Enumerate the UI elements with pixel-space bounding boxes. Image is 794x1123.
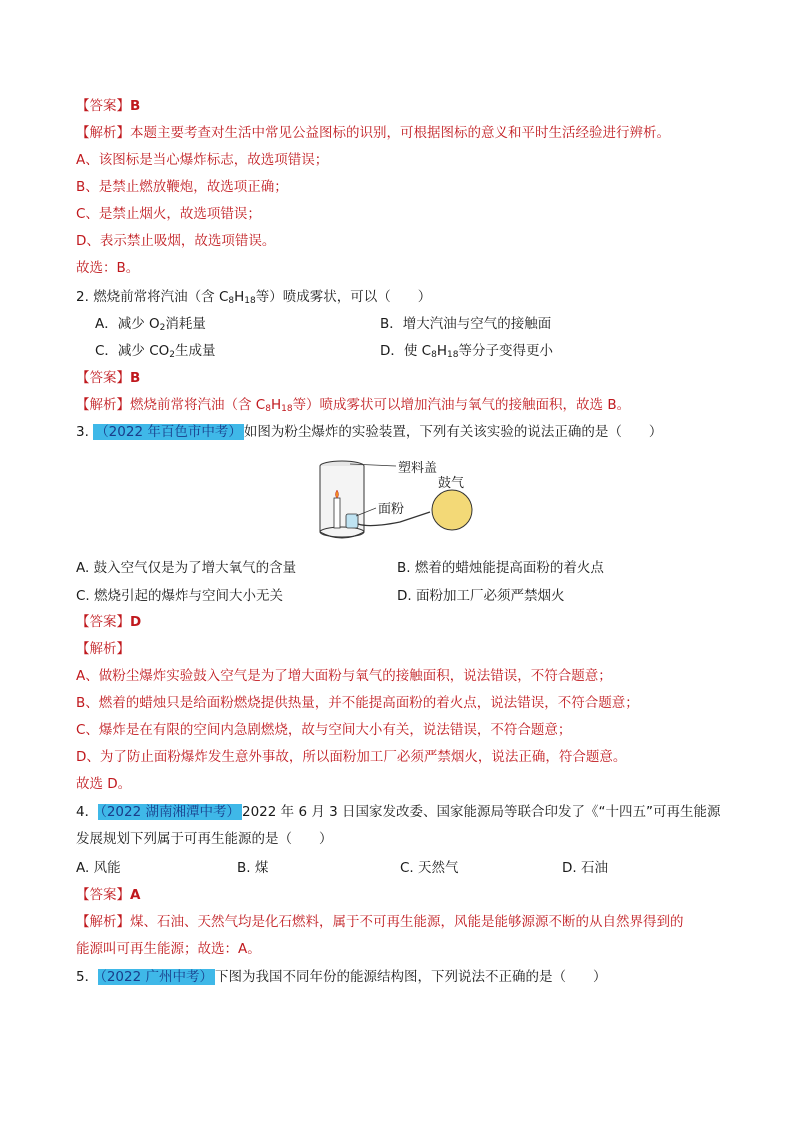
candle [334, 498, 340, 528]
lid-label: 塑料盖 [398, 461, 438, 476]
q3-analysis-tag: 【解析】 [76, 641, 130, 657]
analysis-item: B、是禁止燃放鞭炮，故选项正确； [76, 179, 288, 195]
analysis-line-1 [76, 123, 670, 143]
answer-value: B [130, 98, 141, 114]
source-tag: （2022 湖南湘潭中考） [100, 804, 240, 820]
q4-option-d: D. 石油 [562, 860, 608, 876]
q3-option-d: D. 面粉加工厂必须严禁烟火 [397, 588, 565, 604]
q3-option-b: B. 燃着的蜡烛能提高面粉的着火点 [397, 560, 604, 576]
analysis-tag: 【解析】 [76, 125, 130, 141]
answer-tag: 【答案】 [76, 98, 130, 114]
q3-answer: 【答案】D [76, 614, 142, 630]
analysis-item: D、为了防止面粉爆炸发生意外事故，所以面粉加工厂必须严禁烟火，说法正确，符合题意。 [76, 749, 627, 765]
flour-label: 面粉 [378, 502, 405, 517]
q2-analysis: 【解析】燃烧前常将汽油（含 $C_8H_{18}$等）喷成雾状可以增加汽油与氧气的接触面积，故选 B。 [76, 397, 631, 414]
conclusion: 故选 D。 [76, 776, 132, 792]
q4-analysis: 【解析】煤、石油、天然气均是化石燃料，属于不可再生能源，风能是能够源源不断的从自然界得到的 [76, 914, 684, 930]
answer-line-1 [76, 96, 140, 116]
question-2-stem: 2. 燃烧前常将汽油（含 $C_8H_{18}$等）喷成雾状，可以（ ） [76, 289, 432, 306]
q4-option-b: B. 煤 [237, 860, 269, 876]
q2-option-a: A．减少 $O_2$消耗量 [95, 316, 206, 333]
source-tag: （2022 广州中考） [100, 969, 213, 985]
q4-answer: 【答案】A [76, 887, 141, 903]
question-4-stem: 4． （2022 湖南湘潭中考） 2022 年 6 月 3 日国家发改委、国家能源局等联合印发了《“十四五”可再生能源 [76, 804, 721, 820]
q2-option-d: D．使 $C_8H_{18}$等分子变得更小 [380, 343, 553, 360]
analysis-item: D、表示禁止吸烟，故选项错误。 [76, 233, 276, 249]
q2-answer: 【答案】B [76, 370, 141, 386]
question-number: 2. [76, 289, 89, 305]
analysis-item: A、做粉尘爆炸实验鼓入空气是为了增大面粉与氧气的接触面积，说法错误，不符合题意； [76, 668, 612, 684]
question-5-stem: 5． （2022 广州中考） 下图为我国不同年份的能源结构图，下列说法不正确的是（ ） [76, 969, 607, 985]
conclusion: 故选：B。 [76, 260, 140, 276]
question-3-stem: 3. （2022 年百色市中考） 如图为粉尘爆炸的实验装置，下列有关该实验的说法正确的是（ ） [76, 424, 663, 440]
question-number: 3. [76, 424, 89, 440]
bellows-label: 鼓气 [438, 476, 465, 491]
q4-option-c: C. 天然气 [400, 860, 459, 876]
analysis-item: A、该图标是当心爆炸标志，故选项错误； [76, 152, 329, 168]
analysis-item: C、是禁止烟火，故选项错误； [76, 206, 261, 222]
q2-option-c: C．减少 $CO_2$生成量 [95, 343, 216, 360]
question-number: 4． [76, 804, 99, 820]
analysis-item: C、爆炸是在有限的空间内急剧燃烧，故与空间大小有关，说法错误，不符合题意； [76, 722, 572, 738]
analysis-item: B、燃着的蜡烛只是给面粉燃烧提供热量，并不能提高面粉的着火点，说法错误，不符合题意； [76, 695, 639, 711]
bellows-ball [432, 490, 472, 530]
question-number: 5． [76, 969, 99, 985]
analysis-text: 本题主要考查对生活中常见公益图标的识别，可根据图标的意义和平时生活经验进行辨析。 [130, 125, 670, 141]
q2-option-b: B．增大汽油与空气的接触面 [380, 316, 552, 332]
q3-option-c: C. 燃烧引起的爆炸与空间大小无关 [76, 588, 284, 604]
q3-option-a: A. 鼓入空气仅是为了增大氧气的含量 [76, 560, 297, 576]
q4-option-a: A. 风能 [76, 860, 121, 876]
question-4-stem-cont: 发展规划下列属于可再生能源的是（ ） [76, 831, 333, 847]
source-tag: （2022 年百色市中考） [95, 424, 242, 440]
dust-explosion-figure [310, 452, 490, 552]
q4-analysis-cont: 能源叫可再生能源；故选：A。 [76, 941, 261, 957]
